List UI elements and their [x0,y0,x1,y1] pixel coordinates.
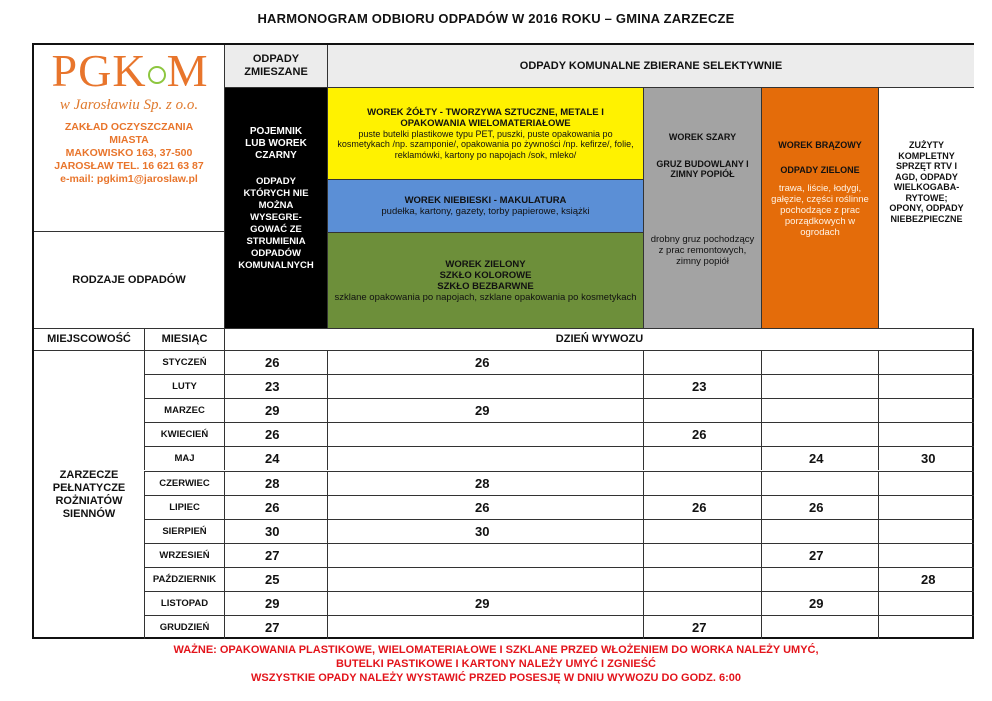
rtv-day-cell: 30 [878,446,974,470]
logo-subtitle: w Jarosławiu Sp. z o.o. [59,97,199,113]
yellow-bag-title: WOREK ŻÓŁTY - TWORZYWA SZTUCZNE, METALE I OPAKOWANIA WIELOMATERIAŁOWE [367,106,604,129]
gray-day-cell: 23 [643,374,761,398]
rtv-day-cell [878,495,974,519]
header-mixed: ODPADY ZMIESZANE [224,45,327,87]
rtv-day-cell: 28 [878,567,974,591]
month-cell: LISTOPAD [144,591,224,615]
gray-day-cell [643,543,761,567]
black-bin-title: POJEMNIK LUB WOREK CZARNY [245,126,307,161]
month-cell: GRUDZIEŃ [144,615,224,639]
rtv-day-cell [878,422,974,446]
brown-day-cell: 24 [761,446,878,470]
rtv-day-cell [878,350,974,374]
month-cell: PAŹDZIERNIK [144,567,224,591]
mixed-day-cell: 27 [224,543,327,567]
selective-day-cell [327,615,643,639]
yellow-bag [327,87,643,179]
locality-name: ZARZECZE PEŁNATYCZE ROŻNIATÓW SIENNÓW [34,350,144,639]
selective-day-cell: 30 [327,519,643,543]
brown-day-cell: 26 [761,495,878,519]
waste-types-label: RODZAJE ODPADÓW [34,231,224,328]
selective-day-cell: 29 [327,398,643,422]
month-cell: KWIECIEŃ [144,422,224,446]
selective-day-cell: 29 [327,591,643,615]
rtv-day-cell [878,591,974,615]
selective-day-cell: 26 [327,495,643,519]
locality-header: MIEJSCOWOŚĆ [34,328,144,350]
rtv-day-cell [878,519,974,543]
black-bin-column [224,87,327,328]
warning-line-3: WSZYSTKIE OPADY NALEŻY WYSTAWIĆ PRZED POSESJĘ W DNIU WYWOZU DO GODZ. 6:00 [251,672,741,684]
header-selective: ODPADY KOMUNALNE ZBIERANE SELEKTYWNIE [327,45,974,87]
month-cell: MARZEC [144,398,224,422]
company-address: MAKOWISKO 163, 37-500 [65,147,193,159]
mixed-day-cell: 25 [224,567,327,591]
selective-day-cell [327,567,643,591]
rtv-column [878,87,974,328]
yellow-bag-desc: puste butelki plastikowe typu PET, puszki, puste opakowania po kosmetykach /np. szamponie/, opakowania po żywności /np. kefirze/, folie, reklamówki, kartony po napojach /sok, mleko/ [337,128,634,160]
selective-day-cell: 26 [327,350,643,374]
blue-bag-title: WOREK NIEBIESKI - MAKULATURA [404,195,567,206]
warning-line-2: BUTELKI PASTIKOWE I KARTONY NALEŻY UMYĆ I ZGNIEŚĆ [335,658,657,670]
brown-day-cell [761,350,878,374]
brown-bag [761,87,878,328]
company-logo: PGK M [51,45,209,96]
schedule-table [32,43,974,639]
month-cell: MAJ [144,446,224,470]
mixed-day-cell: 26 [224,495,327,519]
brown-day-cell [761,567,878,591]
month-cell: WRZESIEŃ [144,543,224,567]
brown-bag-desc: trawa, liście, łodygi, gałęzie, części roślinne pochodzące z prac porządkowych w ogrodach [771,183,869,238]
rtv-desc: ZUŻYTY KOMPLETNY SPRZĘT RTV I AGD, ODPADY WIELKOGABA-RYTOWE; OPONY, ODPADY NIEBEZPIECZNE [889,140,964,224]
mixed-day-cell: 27 [224,615,327,639]
month-cell: LUTY [144,374,224,398]
rtv-day-cell [878,398,974,422]
green-bag-desc: szklane opakowania po napojach, szklane opakowania po kosmetykach [334,291,637,303]
green-bag-colored-glass: SZKŁO KOLOROWE [439,269,532,281]
month-cell: STYCZEŃ [144,350,224,374]
green-bag-title: WOREK ZIELONY [445,258,526,270]
selective-day-cell: 28 [327,471,643,495]
brown-day-cell [761,615,878,639]
mixed-day-cell: 29 [224,591,327,615]
month-header: MIESIĄC [144,328,224,350]
gray-day-cell [643,398,761,422]
blue-bag-desc: pudełka, kartony, gazety, torby papierowe, książki [381,206,590,217]
mixed-day-cell: 29 [224,398,327,422]
company-email: e-mail: pgkim1@jaroslaw.pl [60,173,198,185]
month-cell: LIPIEC [144,495,224,519]
selective-day-cell [327,446,643,470]
rtv-day-cell [878,543,974,567]
pickup-day-header: DZIEŃ WYWOZU [224,328,974,350]
brown-day-cell [761,422,878,446]
gray-day-cell [643,519,761,543]
company-phone: JAROSŁAW TEL. 16 621 63 87 [54,160,204,172]
brown-day-cell [761,374,878,398]
gray-bag [643,87,761,328]
company-logo-block [34,45,224,231]
page-title: HARMONOGRAM ODBIORU ODPADÓW W 2016 ROKU – GMINA ZARZECZE [257,11,735,26]
gray-day-cell [643,591,761,615]
company-line: MIASTA [109,134,149,146]
brown-day-cell [761,398,878,422]
gray-day-cell [643,350,761,374]
rtv-day-cell [878,615,974,639]
green-bag-clear-glass: SZKŁO BEZBARWNE [437,280,534,292]
mixed-day-cell: 26 [224,350,327,374]
brown-day-cell: 27 [761,543,878,567]
brown-day-cell [761,471,878,495]
brown-bag-sub: ODPADY ZIELONE [780,164,860,175]
brown-day-cell: 29 [761,591,878,615]
selective-day-cell [327,422,643,446]
rtv-day-cell [878,374,974,398]
gray-bag-desc: drobny gruz pochodzący z prac remontowych, zimny popiół [650,233,755,267]
gray-day-cell: 26 [643,495,761,519]
company-line: ZAKŁAD OCZYSZCZANIA [64,121,194,133]
brown-day-cell [761,519,878,543]
selective-day-cell [327,543,643,567]
gray-day-cell: 26 [643,422,761,446]
gray-day-cell [643,446,761,470]
blue-bag [327,179,643,232]
black-bin-desc: ODPADY KTÓRYCH NIE MOŻNA WYSEGRE-GOWAĆ ZE STRUMIENIA ODPADÓW KOMUNALNYCH [238,176,314,271]
month-cell: CZERWIEC [144,471,224,495]
gray-day-cell [643,471,761,495]
green-bag [327,232,643,328]
selective-day-cell [327,374,643,398]
month-cell: SIERPIEŃ [144,519,224,543]
mixed-day-cell: 30 [224,519,327,543]
brown-bag-title: WOREK BRĄZOWY [778,140,862,150]
warning-line-1: WAŻNE: OPAKOWANIA PLASTIKOWE, WIELOMATERIAŁOWE I SZKLANE PRZED WŁOŻENIEM DO WORKA NALEŻY UMYĆ, [173,644,819,656]
mixed-day-cell: 26 [224,422,327,446]
gray-bag-sub: GRUZ BUDOWLANY I ZIMNY POPIÓŁ [656,158,749,179]
gray-bag-title: WOREK SZARY [668,132,737,142]
recycle-icon [148,66,166,84]
rtv-day-cell [878,471,974,495]
mixed-day-cell: 23 [224,374,327,398]
mixed-day-cell: 28 [224,471,327,495]
gray-day-cell [643,567,761,591]
gray-day-cell: 27 [643,615,761,639]
mixed-day-cell: 24 [224,446,327,470]
